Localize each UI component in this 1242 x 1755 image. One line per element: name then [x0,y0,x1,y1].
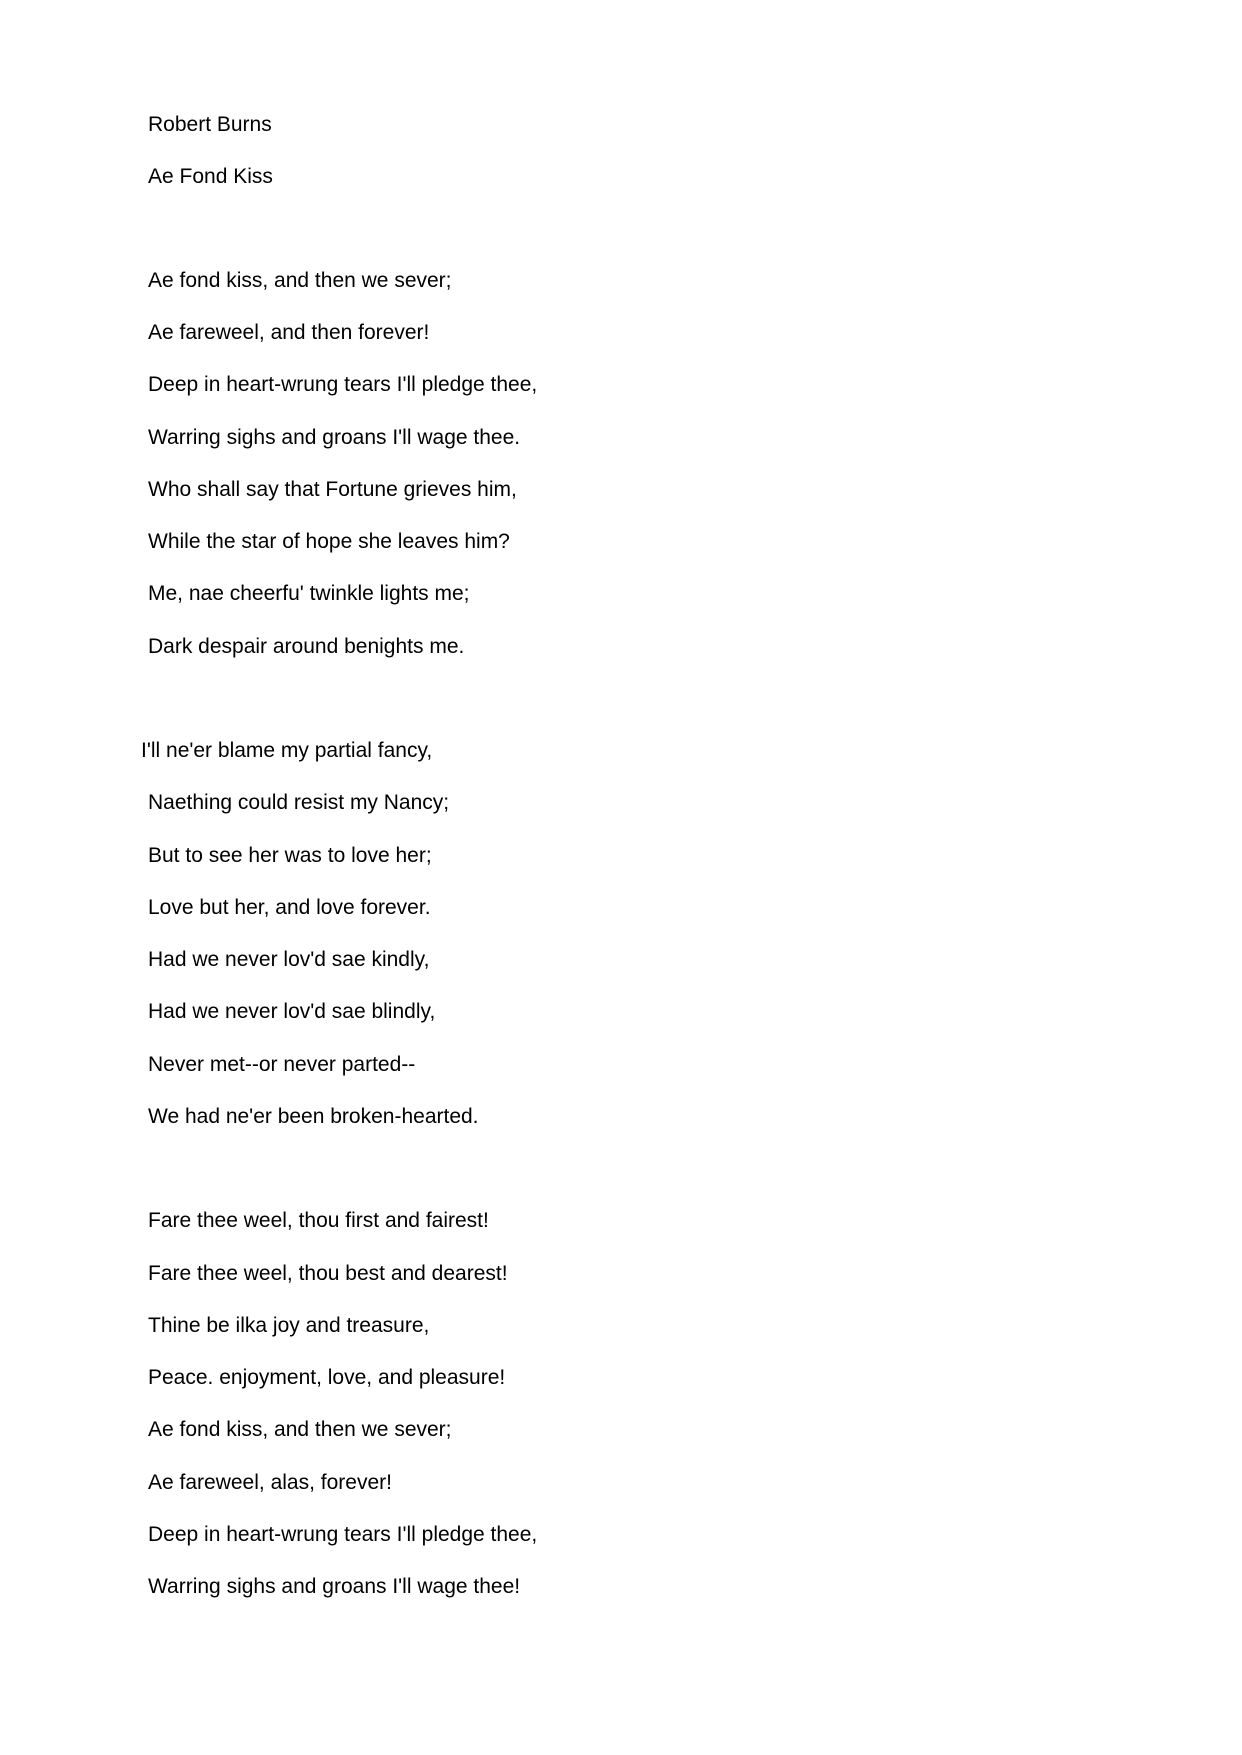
poem-line: Ae fond kiss, and then we sever; [148,269,452,292]
poem-line: Never met--or never parted-- [148,1053,416,1076]
poem-line: Ae fond kiss, and then we sever; [148,1418,452,1441]
author-name: Robert Burns [148,113,272,136]
poem-line: Warring sighs and groans I'll wage thee. [148,426,521,449]
poem-line: We had ne'er been broken-hearted. [148,1105,479,1128]
poem-line: But to see her was to love her; [148,844,432,867]
poem-title: Ae Fond Kiss [148,165,273,188]
poem-line: Love but her, and love forever. [148,896,431,919]
poem-line: Naething could resist my Nancy; [148,791,450,814]
poem-line: Warring sighs and groans I'll wage thee! [148,1575,521,1598]
poem-line: Had we never lov'd sae kindly, [148,948,430,971]
poem-line: Me, nae cheerfu' twinkle lights me; [148,582,470,605]
poem-line: Ae fareweel, alas, forever! [148,1471,392,1494]
poem-line: Deep in heart-wrung tears I'll pledge thee, [148,373,538,396]
poem-line: Had we never lov'd sae blindly, [148,1000,436,1023]
poem-line: Fare thee weel, thou first and fairest! [148,1209,489,1232]
poem-line: Thine be ilka joy and treasure, [148,1314,430,1337]
poem-line: While the star of hope she leaves him? [148,530,510,553]
poem-line: Fare thee weel, thou best and dearest! [148,1262,508,1285]
poem-line: I'll ne'er blame my partial fancy, [141,739,433,762]
poem-line: Dark despair around benights me. [148,635,465,658]
poem-line: Who shall say that Fortune grieves him, [148,478,517,501]
poem-line: Ae fareweel, and then forever! [148,321,430,344]
poem-line: Deep in heart-wrung tears I'll pledge thee, [148,1523,538,1546]
poem-line: Peace. enjoyment, love, and pleasure! [148,1366,506,1389]
